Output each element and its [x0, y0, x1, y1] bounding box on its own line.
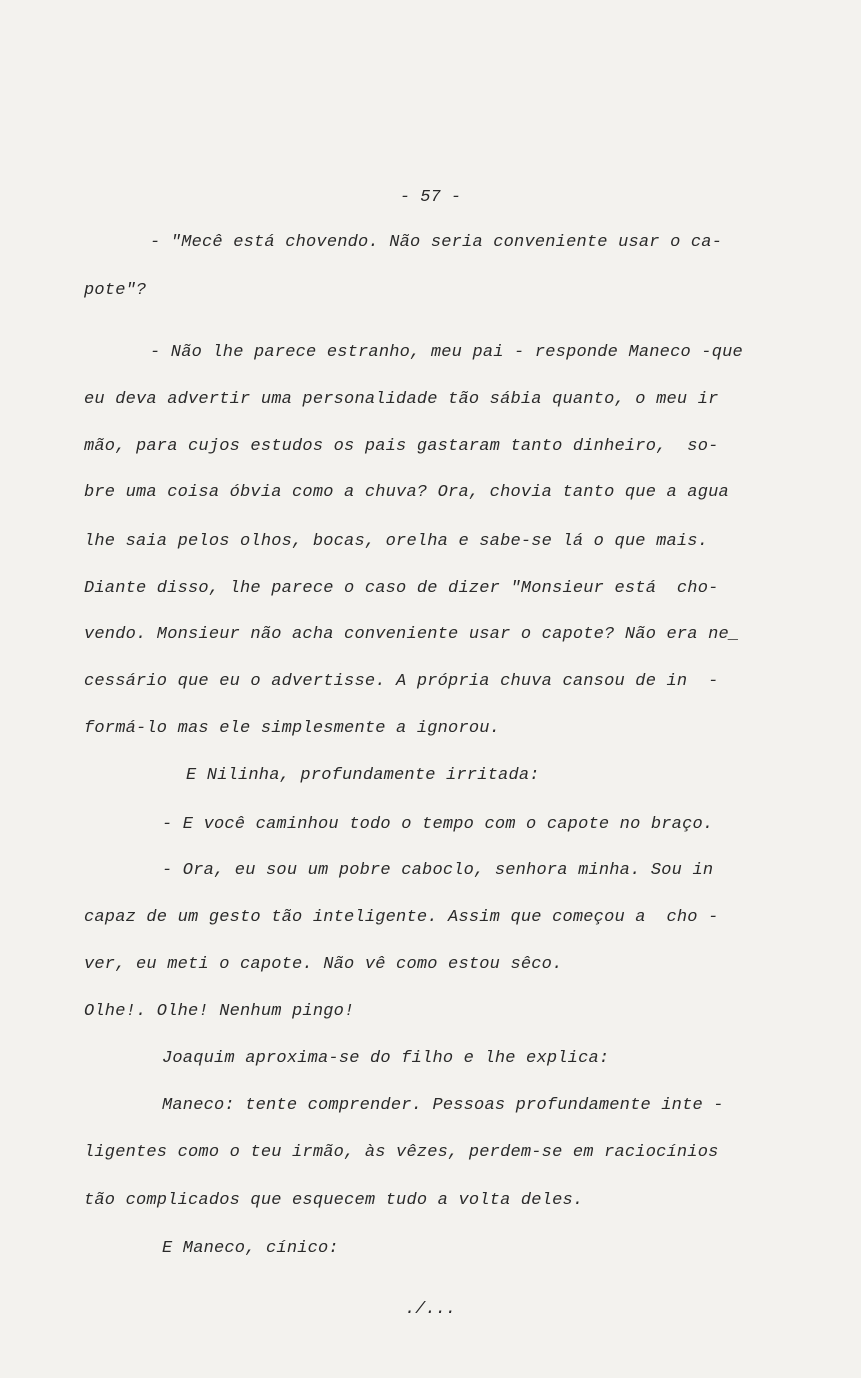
text-line: E Nilinha, profundamente irritada: — [186, 766, 540, 785]
text-line: ver, eu meti o capote. Não vê como estou sêco. — [84, 955, 563, 974]
text-line: bre uma coisa óbvia como a chuva? Ora, chovia tanto que a agua — [84, 483, 729, 502]
continuation-mark: ./... — [404, 1300, 456, 1319]
text-line: vendo. Monsieur não acha conveniente usar o capote? Não era ne_ — [84, 625, 740, 644]
text-line: ligentes como o teu irmão, às vêzes, perdem-se em raciocínios — [84, 1143, 719, 1162]
text-line: E Maneco, cínico: — [162, 1239, 339, 1258]
text-line: cessário que eu o advertisse. A própria chuva cansou de in - — [84, 672, 719, 691]
text-line: - Não lhe parece estranho, meu pai - responde Maneco -que — [150, 343, 743, 362]
text-line: capaz de um gesto tão inteligente. Assim que começou a cho - — [84, 908, 719, 927]
text-line: - Ora, eu sou um pobre caboclo, senhora minha. Sou in — [162, 861, 714, 880]
text-line: tão complicados que esquecem tudo a volta deles. — [84, 1191, 584, 1210]
page-number: - 57 - — [399, 188, 462, 207]
text-line: eu deva advertir uma personalidade tão sábia quanto, o meu ir — [84, 390, 719, 409]
text-line: mão, para cujos estudos os pais gastaram tanto dinheiro, so- — [84, 437, 719, 456]
text-line: Olhe!. Olhe! Nenhum pingo! — [84, 1002, 355, 1021]
text-line: - E você caminhou todo o tempo com o capote no braço. — [162, 815, 714, 834]
text-line: pote"? — [84, 281, 147, 300]
text-line: formá-lo mas ele simplesmente a ignorou. — [84, 719, 501, 738]
text-line: Joaquim aproxima-se do filho e lhe explica: — [162, 1049, 610, 1068]
text-line: Maneco: tente comprender. Pessoas profundamente inte - — [162, 1096, 724, 1115]
text-line: Diante disso, lhe parece o caso de dizer "Monsieur está cho- — [84, 579, 719, 598]
text-line: lhe saia pelos olhos, bocas, orelha e sabe-se lá o que mais. — [84, 532, 709, 551]
text-line: - "Mecê está chovendo. Não seria conveniente usar o ca- — [150, 233, 723, 252]
